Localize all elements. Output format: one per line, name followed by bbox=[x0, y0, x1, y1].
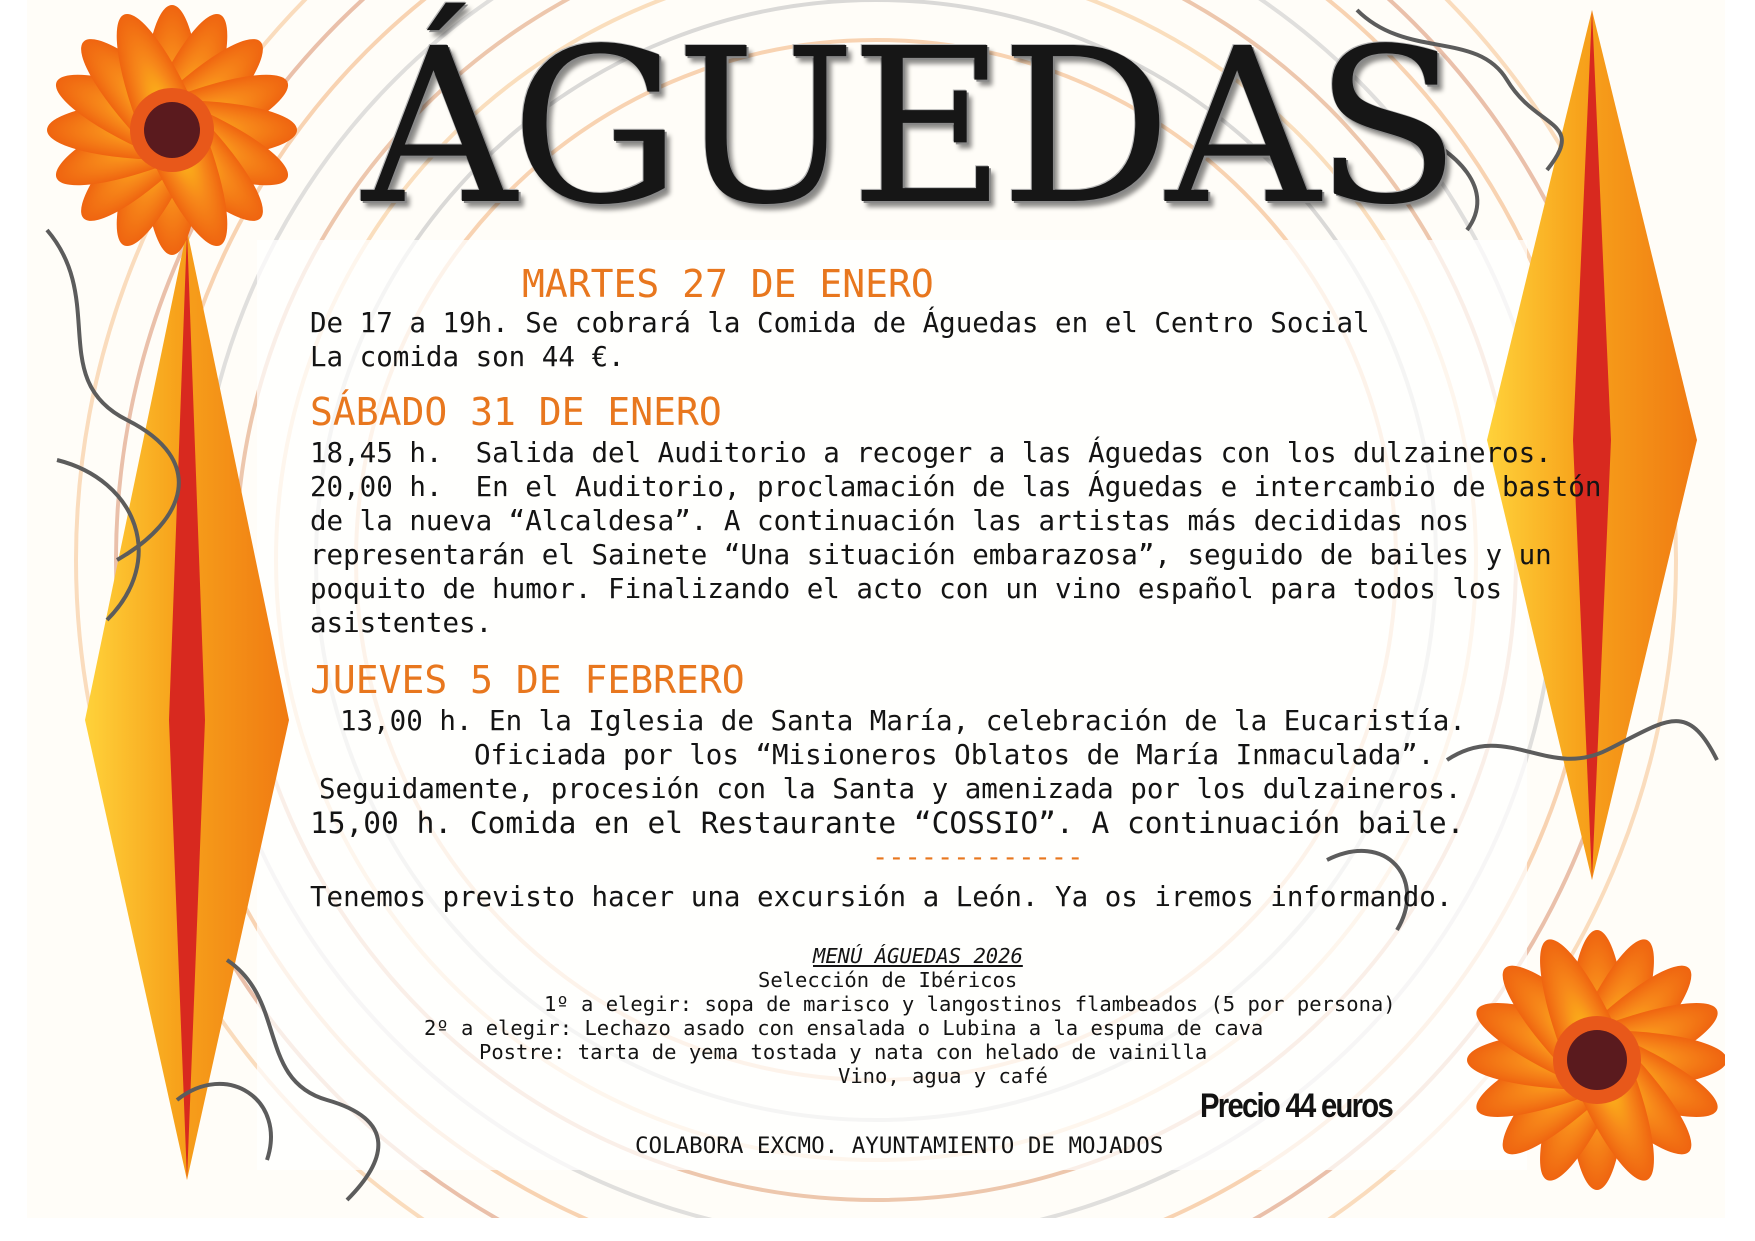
day2-line: poquito de humor. Finalizando el acto con un vino español para todos los bbox=[310, 573, 1503, 605]
day2-line: de la nueva “Alcaldesa”. A continuación las artistas más decididas nos bbox=[310, 505, 1469, 537]
poster bbox=[27, 0, 1725, 1218]
excursion-note: Tenemos previsto hacer una excursión a León. Ya os iremos informando. bbox=[310, 881, 1453, 913]
day2-heading: SÁBADO 31 DE ENERO bbox=[310, 390, 722, 434]
sponsor-credit: COLABORA EXCMO. AYUNTAMIENTO DE MOJADOS bbox=[635, 1133, 1164, 1159]
day2-line: 20,00 h. En el Auditorio, proclamación de las Águedas e intercambio de bastón bbox=[310, 471, 1602, 503]
day1-line: La comida son 44 €. bbox=[310, 341, 625, 373]
menu-price: Precio 44 euros bbox=[1200, 1087, 1392, 1125]
page-title: ÁGUEDAS bbox=[362, 3, 1455, 252]
day2-line: representarán el Sainete “Una situación embarazosa”, seguido de bailes y un bbox=[310, 539, 1552, 571]
day2-line: asistentes. bbox=[310, 607, 493, 639]
day3-heading: JUEVES 5 DE FEBRERO bbox=[310, 658, 745, 702]
day3-line: 13,00 h. En la Iglesia de Santa María, celebración de la Eucaristía. bbox=[340, 705, 1466, 737]
day3-line: Oficiada por los “Misioneros Oblatos de María Inmaculada”. bbox=[474, 739, 1435, 771]
menu-item: 2º a elegir: Lechazo asado con ensalada o Lubina a la espuma de cava bbox=[424, 1016, 1264, 1040]
menu-item: 1º a elegir: sopa de marisco y langostinos flambeados (5 por persona) bbox=[544, 992, 1396, 1016]
menu-item: Vino, agua y café bbox=[838, 1064, 1048, 1088]
day1-heading: MARTES 27 DE ENERO bbox=[522, 262, 934, 306]
separator: ------------- bbox=[872, 842, 1084, 873]
day1-line: De 17 a 19h. Se cobrará la Comida de Águedas en el Centro Social bbox=[310, 307, 1370, 339]
day3-line: 15,00 h. Comida en el Restaurante “COSSIO”. A continuación baile. bbox=[310, 806, 1465, 840]
menu-item: Selección de Ibéricos bbox=[758, 968, 1018, 992]
menu-title: MENÚ ÁGUEDAS 2026 bbox=[813, 944, 1023, 968]
day2-line: 18,45 h. Salida del Auditorio a recoger a las Águedas con los dulzaineros. bbox=[310, 437, 1552, 469]
day3-line: Seguidamente, procesión con la Santa y amenizada por los dulzaineros. bbox=[319, 773, 1462, 805]
menu-item: Postre: tarta de yema tostada y nata con helado de vainilla bbox=[479, 1040, 1208, 1064]
orange-flower-icon bbox=[45, 3, 299, 257]
